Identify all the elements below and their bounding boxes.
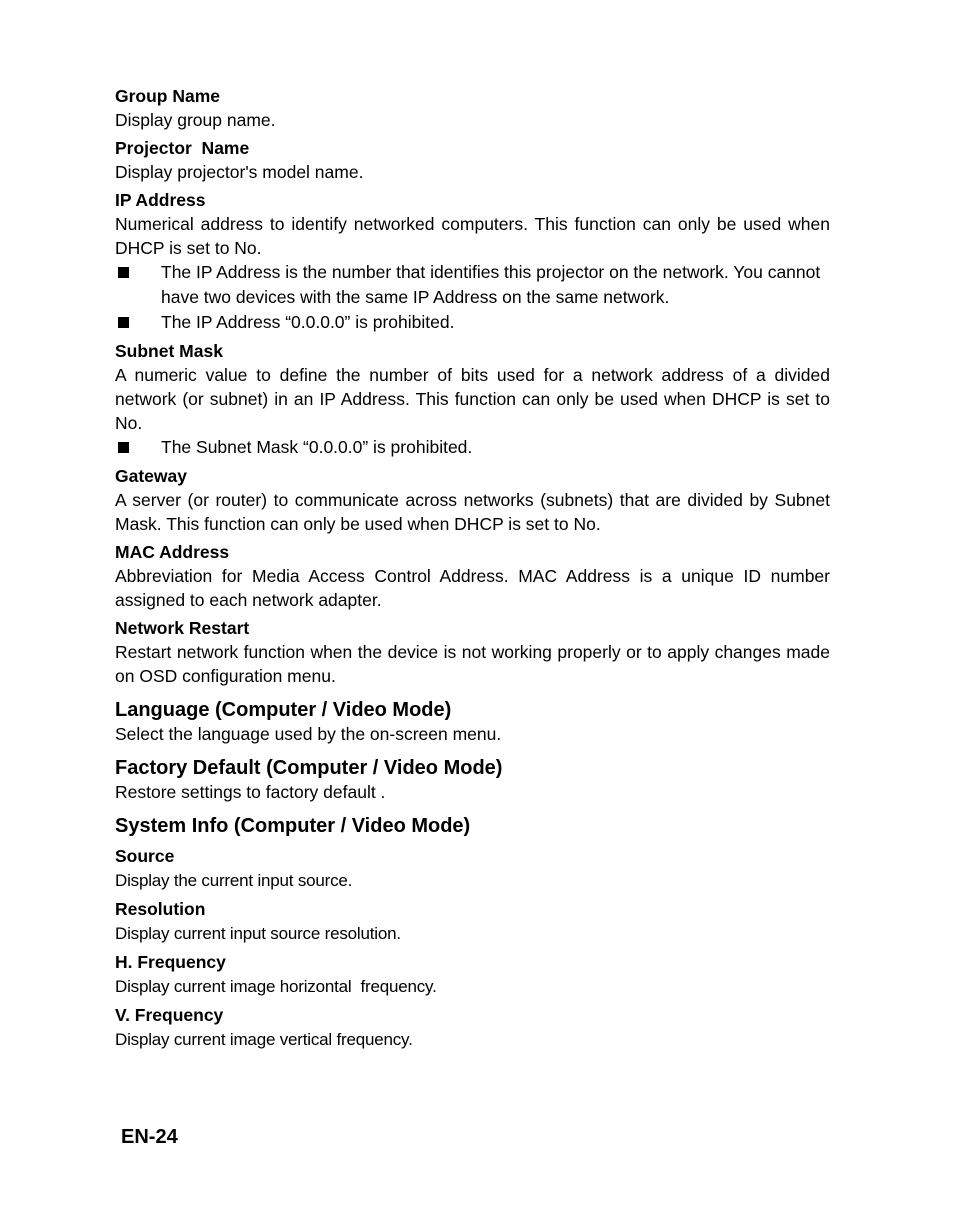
bullet-item xyxy=(115,260,830,310)
item-description: Display group name. xyxy=(115,110,276,130)
section-description: Select the language used by the on-screen menu. xyxy=(115,724,502,744)
item-title: Resolution xyxy=(115,899,206,919)
network-item-group-name xyxy=(115,84,830,132)
black-square-bullet-icon xyxy=(118,442,129,453)
section-title: Language (Computer / Video Mode) xyxy=(115,699,452,721)
bullet-list xyxy=(115,435,830,460)
item-description: Display the current input source. xyxy=(115,871,353,890)
item-description: Restart network function when the device is not working properly or to apply changes made on OSD configuration menu. xyxy=(115,642,830,686)
network-item-projector-name xyxy=(115,136,830,184)
section-title: System Info (Computer / Video Mode) xyxy=(115,815,471,837)
network-item-subnet-mask xyxy=(115,339,830,460)
item-description: Abbreviation for Media Access Control Address. MAC Address is a unique ID number assigned to each network adapter. xyxy=(115,566,830,610)
item-title: Source xyxy=(115,846,175,866)
bullet-item xyxy=(115,435,830,460)
network-item-gateway xyxy=(115,464,830,536)
section-language xyxy=(115,698,830,746)
item-title: IP Address xyxy=(115,190,206,210)
item-title: Projector Name xyxy=(115,138,250,158)
black-square-bullet-icon xyxy=(118,317,129,328)
item-title: Gateway xyxy=(115,466,187,486)
item-title: H. Frequency xyxy=(115,952,226,972)
item-title: V. Frequency xyxy=(115,1005,224,1025)
item-description: Display current input source resolution. xyxy=(115,924,401,943)
bullet-list xyxy=(115,260,830,335)
item-description: Display current image vertical frequency. xyxy=(115,1030,413,1049)
item-description: Display current image horizontal frequency. xyxy=(115,977,437,996)
bullet-text: The IP Address is the number that identifies this projector on the network. You cannot have two devices with the same IP Address on the same network. xyxy=(161,262,821,307)
item-title: Group Name xyxy=(115,86,221,106)
item-description: A server (or router) to communicate across networks (subnets) that are divided by Subnet Mask. This function can only be used when DHCP is set to No. xyxy=(115,490,830,534)
system-info-list xyxy=(115,844,830,1052)
item-title: Subnet Mask xyxy=(115,341,223,361)
bullet-item xyxy=(115,310,830,335)
section-description: Restore settings to factory default . xyxy=(115,782,386,802)
network-item-list xyxy=(115,84,830,688)
item-description: A numeric value to define the number of bits used for a network address of a divided network (or subnet) in an IP Address. This function can only be used when DHCP is set to No. xyxy=(115,365,830,433)
item-title: Network Restart xyxy=(115,618,250,638)
bullet-text: The Subnet Mask “0.0.0.0” is prohibited. xyxy=(161,437,473,457)
manual-page-content xyxy=(115,84,830,1056)
system-info-item-h-frequency xyxy=(115,950,830,999)
item-title: MAC Address xyxy=(115,542,230,562)
network-item-mac-address xyxy=(115,540,830,612)
system-info-item-v-frequency xyxy=(115,1003,830,1052)
system-info-item-resolution xyxy=(115,897,830,946)
section-title: Factory Default (Computer / Video Mode) xyxy=(115,757,503,779)
black-square-bullet-icon xyxy=(118,267,129,278)
system-info-item-source xyxy=(115,844,830,893)
page-number: EN-24 xyxy=(121,1126,178,1148)
network-item-ip-address xyxy=(115,188,830,335)
bullet-text: The IP Address “0.0.0.0” is prohibited. xyxy=(161,312,455,332)
section-factory-default xyxy=(115,756,830,804)
section-system-info xyxy=(115,814,830,1052)
item-description: Numerical address to identify networked computers. This function can only be used when DHCP is set to No. xyxy=(115,214,830,258)
network-item-network-restart xyxy=(115,616,830,688)
item-description: Display projector's model name. xyxy=(115,162,364,182)
